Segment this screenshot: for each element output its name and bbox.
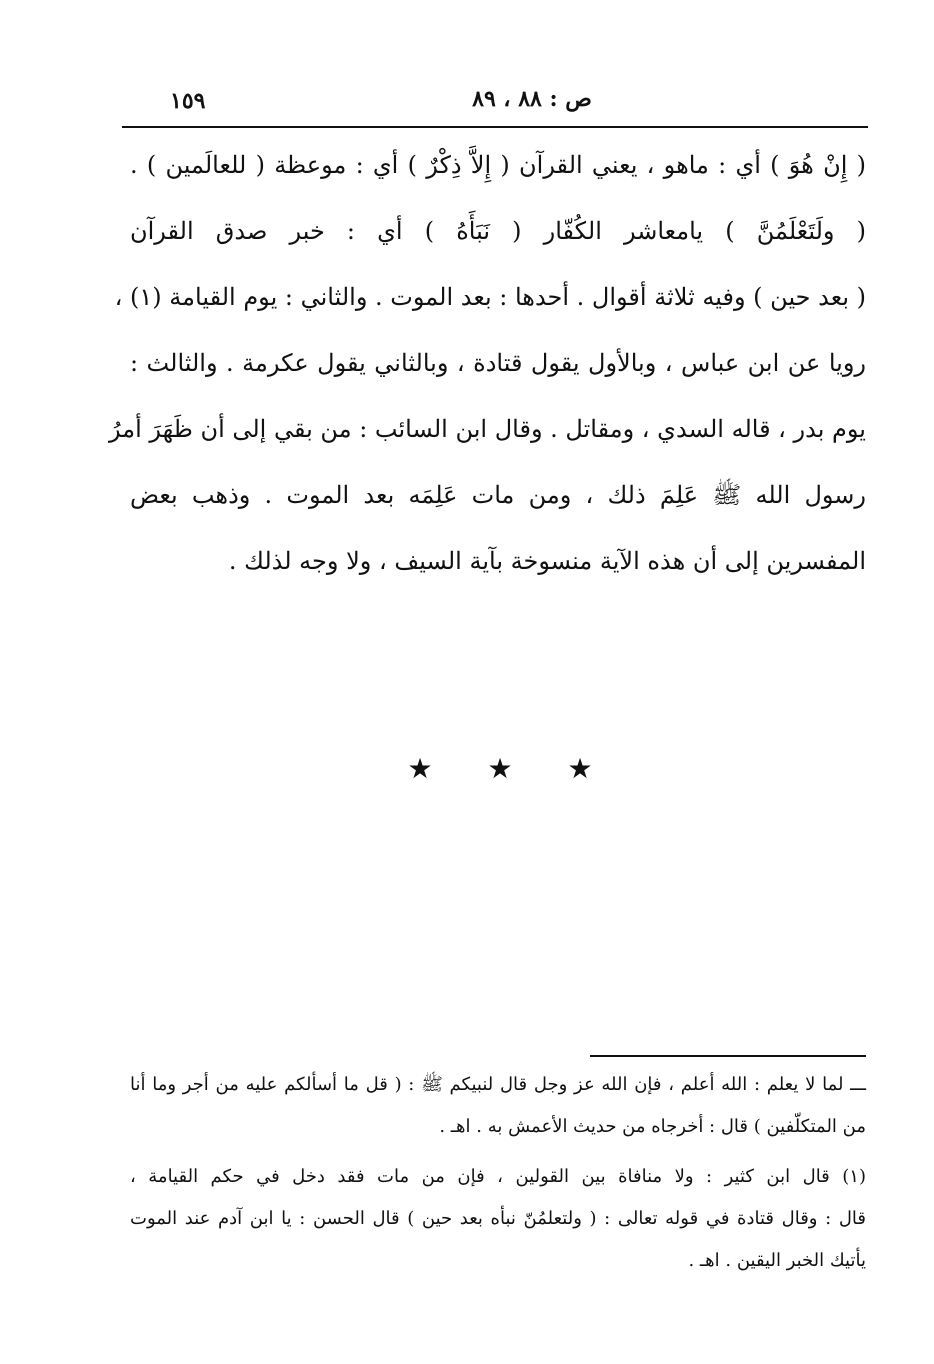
footnote-line: (١) قال ابن كثير : ولا منافاة بين القولين ، فإن من مات فقد دخل في حكم القيامة ، bbox=[130, 1166, 866, 1187]
text-line: يوم بدر ، قاله السدي ، ومقاتل . وقال ابن السائب : من بقي إلى أن ظَهَرَ أمرُ bbox=[109, 415, 866, 443]
text-line: المفسرين إلى أن هذه الآية منسوخة بآية السيف ، ولا وجه لذلك . bbox=[228, 547, 866, 575]
page-number: ١٥٩ bbox=[170, 88, 206, 114]
text-line: رويا عن ابن عباس ، وبالأول يقول قتادة ، وبالثاني يقول عكرمة . والثالث : bbox=[130, 349, 866, 377]
text-line: ( ولَتَعْلَمُنَّ ) يامعاشر الكُفّار ( نَبَأَهُ ) أي : خبر صدق القرآن bbox=[130, 217, 866, 245]
star-icon: ★ bbox=[407, 752, 433, 785]
running-head: ص : ٨٨ ، ٨٩ bbox=[472, 86, 592, 112]
star-icon: ★ bbox=[487, 752, 513, 785]
text-line: ( إِنْ هُوَ ) أي : ماهو ، يعني القرآن ( إِلاَّ ذِكْرٌ ) أي : موعظة ( للعالَمين ) . bbox=[130, 151, 866, 179]
footnote-line: قال : وقال قتادة في قوله تعالى : ( ولتعلمُنّ نبأه بعد حين ) قال الحسن : يا ابن آدم عند الموت bbox=[130, 1208, 866, 1229]
text-line: رسول الله ﷺ عَلِمَ ذلك ، ومن مات عَلِمَه بعد الموت . وذهب بعض bbox=[130, 481, 866, 509]
footnote-line: من المتكلّفين ) قال : أخرجاه من حديث الأعمش به . اهـ . bbox=[439, 1116, 866, 1137]
footnote-line: يأتيك الخبر اليقين . اهـ . bbox=[688, 1250, 866, 1271]
section-separator bbox=[400, 752, 600, 792]
star-icon: ★ bbox=[567, 752, 593, 785]
page-header bbox=[122, 84, 866, 124]
main-text bbox=[109, 140, 866, 602]
footnotes bbox=[130, 1064, 866, 1282]
header-rule bbox=[122, 126, 868, 128]
footnote-line: ـــ لما لا يعلم : الله أعلم ، فإن الله عز وجل قال لنبيكم ﷺ : ( قل ما أسألكم عليه من أجر وما أنا bbox=[130, 1074, 866, 1095]
text-line: ( بعد حين ) وفيه ثلاثة أقوال . أحدها : بعد الموت . والثاني : يوم القيامة (١) ، bbox=[114, 283, 866, 311]
footnote-rule bbox=[590, 1055, 866, 1057]
